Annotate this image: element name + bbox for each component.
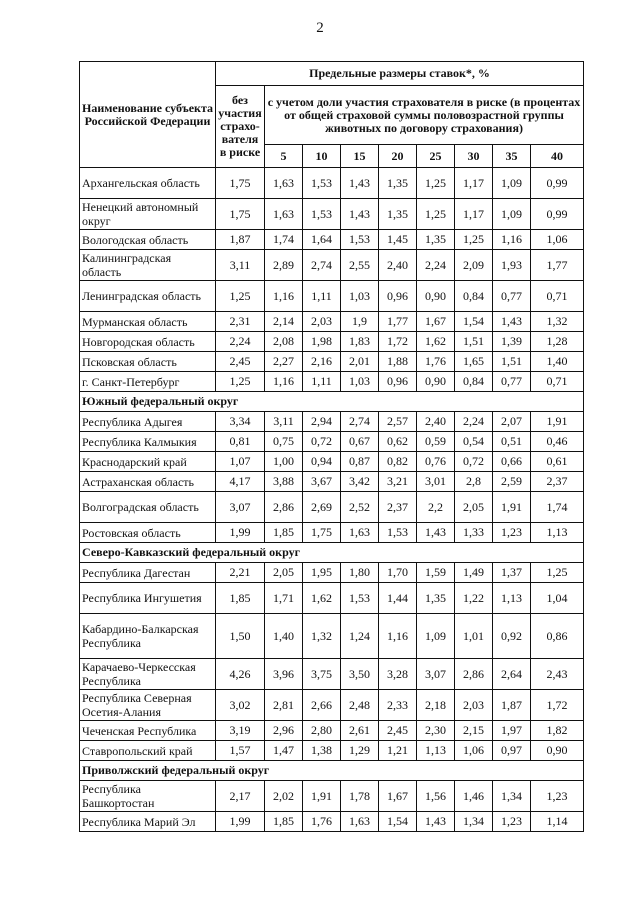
table-row xyxy=(80,199,584,230)
district-row xyxy=(80,761,584,781)
subject-name-cell: Ставропольский край xyxy=(80,741,216,761)
table-row xyxy=(80,281,584,312)
share-rate-cell: 1,03 xyxy=(341,372,379,392)
subject-name-cell: Республика Дагестан xyxy=(80,563,216,583)
share-rate-cell: 1,64 xyxy=(303,230,341,250)
share-rate-cell: 3,01 xyxy=(417,472,455,492)
share-rate-cell: 3,88 xyxy=(265,472,303,492)
share-rate-cell: 2,01 xyxy=(341,352,379,372)
share-rate-cell: 3,75 xyxy=(303,659,341,690)
share-level-header: 30 xyxy=(455,145,493,168)
share-rate-cell: 1,70 xyxy=(379,563,417,583)
table-row xyxy=(80,168,584,199)
no-share-rate-cell: 1,25 xyxy=(216,372,265,392)
share-rate-cell: 1,91 xyxy=(493,492,531,523)
table-row xyxy=(80,812,584,832)
table-row xyxy=(80,472,584,492)
share-rate-cell: 1,39 xyxy=(493,332,531,352)
table-row xyxy=(80,492,584,523)
no-share-rate-cell: 1,57 xyxy=(216,741,265,761)
share-rate-cell: 1,59 xyxy=(417,563,455,583)
share-rate-cell: 1,63 xyxy=(265,199,303,230)
share-rate-cell: 3,50 xyxy=(341,659,379,690)
share-rate-cell: 2,55 xyxy=(341,250,379,281)
no-share-rate-cell: 0,81 xyxy=(216,432,265,452)
share-rate-cell: 1,98 xyxy=(303,332,341,352)
share-rate-cell: 1,91 xyxy=(531,412,584,432)
share-rate-cell: 1,53 xyxy=(303,199,341,230)
district-heading: Южный федеральный округ xyxy=(80,392,584,412)
share-rate-cell: 0,99 xyxy=(531,199,584,230)
share-rate-cell: 2,27 xyxy=(265,352,303,372)
no-share-column-header: без участия страхо-вателя в риске xyxy=(216,86,265,168)
share-rate-cell: 1,91 xyxy=(303,781,341,812)
share-rate-cell: 1,16 xyxy=(265,372,303,392)
no-share-rate-cell: 1,25 xyxy=(216,281,265,312)
subject-name-cell: Чеченская Республика xyxy=(80,721,216,741)
share-rate-cell: 1,83 xyxy=(341,332,379,352)
share-rate-cell: 1,43 xyxy=(417,523,455,543)
share-rate-cell: 0,59 xyxy=(417,432,455,452)
share-rate-cell: 2,08 xyxy=(265,332,303,352)
share-rate-cell: 1,43 xyxy=(417,812,455,832)
share-rate-cell: 1,13 xyxy=(493,583,531,614)
district-heading: Приволжский федеральный округ xyxy=(80,761,584,781)
share-rate-cell: 1,29 xyxy=(341,741,379,761)
share-rate-cell: 2,64 xyxy=(493,659,531,690)
share-rate-cell: 2,96 xyxy=(265,721,303,741)
share-rate-cell: 3,11 xyxy=(265,412,303,432)
no-share-rate-cell: 4,17 xyxy=(216,472,265,492)
no-share-rate-cell: 2,24 xyxy=(216,332,265,352)
share-rate-cell: 1,63 xyxy=(265,168,303,199)
subject-name-cell: Архангельская область xyxy=(80,168,216,199)
share-rate-cell: 1,72 xyxy=(531,690,584,721)
share-rate-cell: 2,52 xyxy=(341,492,379,523)
share-rate-cell: 2,03 xyxy=(303,312,341,332)
share-rate-cell: 1,95 xyxy=(303,563,341,583)
share-rate-cell: 0,90 xyxy=(417,281,455,312)
share-rate-cell: 1,14 xyxy=(531,812,584,832)
share-rate-cell: 2,14 xyxy=(265,312,303,332)
share-rate-cell: 2,89 xyxy=(265,250,303,281)
table-row xyxy=(80,412,584,432)
share-rate-cell: 1,53 xyxy=(341,230,379,250)
share-rate-cell: 0,90 xyxy=(531,741,584,761)
share-rate-cell: 1,33 xyxy=(455,523,493,543)
share-level-header: 15 xyxy=(341,145,379,168)
table-row xyxy=(80,452,584,472)
subject-name-cell: Республика Северная Осетия-Алания xyxy=(80,690,216,721)
share-rate-cell: 3,07 xyxy=(417,659,455,690)
subject-name-cell: Мурманская область xyxy=(80,312,216,332)
subject-name-cell: Карачаево-Черкесская Республика xyxy=(80,659,216,690)
share-rate-cell: 1,09 xyxy=(417,614,455,659)
share-rate-cell: 1,74 xyxy=(531,492,584,523)
subject-name-cell: Астраханская область xyxy=(80,472,216,492)
no-share-rate-cell: 3,34 xyxy=(216,412,265,432)
table-row xyxy=(80,312,584,332)
share-rate-cell: 0,97 xyxy=(493,741,531,761)
share-rate-cell: 2,69 xyxy=(303,492,341,523)
share-rate-cell: 1,16 xyxy=(379,614,417,659)
share-rate-cell: 2,05 xyxy=(455,492,493,523)
share-rate-cell: 1,17 xyxy=(455,168,493,199)
no-share-rate-cell: 3,11 xyxy=(216,250,265,281)
share-rate-cell: 1,71 xyxy=(265,583,303,614)
share-rate-cell: 2,24 xyxy=(417,250,455,281)
share-rate-cell: 0,96 xyxy=(379,372,417,392)
share-rate-cell: 2,48 xyxy=(341,690,379,721)
share-rate-cell: 0,62 xyxy=(379,432,417,452)
share-rate-cell: 1,63 xyxy=(341,812,379,832)
share-rate-cell: 1,77 xyxy=(531,250,584,281)
share-rate-cell: 2,86 xyxy=(455,659,493,690)
share-rate-cell: 1,80 xyxy=(341,563,379,583)
share-rate-cell: 0,72 xyxy=(455,452,493,472)
share-rate-cell: 2,33 xyxy=(379,690,417,721)
share-rate-cell: 2,74 xyxy=(303,250,341,281)
share-rate-cell: 2,59 xyxy=(493,472,531,492)
share-rate-cell: 1,75 xyxy=(303,523,341,543)
share-rate-cell: 0,99 xyxy=(531,168,584,199)
share-rate-cell: 2,24 xyxy=(455,412,493,432)
share-rate-cell: 0,77 xyxy=(493,372,531,392)
share-rate-cell: 2,40 xyxy=(379,250,417,281)
share-rate-cell: 0,75 xyxy=(265,432,303,452)
no-share-rate-cell: 2,45 xyxy=(216,352,265,372)
share-rate-cell: 1,40 xyxy=(265,614,303,659)
share-rate-cell: 0,54 xyxy=(455,432,493,452)
share-rate-cell: 1,43 xyxy=(493,312,531,332)
subject-name-cell: Волгоградская область xyxy=(80,492,216,523)
share-rate-cell: 1,44 xyxy=(379,583,417,614)
share-rate-cell: 2,2 xyxy=(417,492,455,523)
share-rate-cell: 1,67 xyxy=(417,312,455,332)
subject-name-cell: Республика Адыгея xyxy=(80,412,216,432)
table-row xyxy=(80,250,584,281)
share-rate-cell: 2,8 xyxy=(455,472,493,492)
share-rate-cell: 1,87 xyxy=(493,690,531,721)
share-rate-cell: 1,04 xyxy=(531,583,584,614)
share-rate-cell: 1,35 xyxy=(379,199,417,230)
share-rate-cell: 1,53 xyxy=(379,523,417,543)
subject-name-cell: Ростовская область xyxy=(80,523,216,543)
share-rate-cell: 1,11 xyxy=(303,372,341,392)
share-rate-cell: 2,40 xyxy=(417,412,455,432)
share-rate-cell: 0,71 xyxy=(531,372,584,392)
share-rate-cell: 2,61 xyxy=(341,721,379,741)
share-rate-cell: 0,84 xyxy=(455,281,493,312)
share-rate-cell: 0,87 xyxy=(341,452,379,472)
subject-name-cell: Калининградская область xyxy=(80,250,216,281)
share-level-header: 25 xyxy=(417,145,455,168)
share-rate-cell: 1,54 xyxy=(379,812,417,832)
share-rate-cell: 1,45 xyxy=(379,230,417,250)
subject-column-header: Наименование субъекта Российской Федерации xyxy=(80,62,216,168)
table-row xyxy=(80,721,584,741)
share-rate-cell: 1,32 xyxy=(303,614,341,659)
share-rate-cell: 3,42 xyxy=(341,472,379,492)
share-rate-cell: 1,62 xyxy=(417,332,455,352)
no-share-rate-cell: 3,19 xyxy=(216,721,265,741)
share-rate-cell: 2,37 xyxy=(379,492,417,523)
share-rate-cell: 1,09 xyxy=(493,168,531,199)
no-share-rate-cell: 3,07 xyxy=(216,492,265,523)
share-rate-cell: 0,46 xyxy=(531,432,584,452)
share-rate-cell: 1,13 xyxy=(417,741,455,761)
share-rate-cell: 3,67 xyxy=(303,472,341,492)
share-rate-cell: 1,35 xyxy=(417,230,455,250)
table-row xyxy=(80,372,584,392)
share-rate-cell: 2,86 xyxy=(265,492,303,523)
share-rate-cell: 1,93 xyxy=(493,250,531,281)
share-rate-cell: 1,32 xyxy=(531,312,584,332)
share-rate-cell: 1,51 xyxy=(455,332,493,352)
share-rate-cell: 2,43 xyxy=(531,659,584,690)
share-rate-cell: 1,47 xyxy=(265,741,303,761)
share-rate-cell: 1,43 xyxy=(341,199,379,230)
share-rate-cell: 1,62 xyxy=(303,583,341,614)
table-row xyxy=(80,230,584,250)
share-rate-cell: 0,84 xyxy=(455,372,493,392)
share-rate-cell: 1,56 xyxy=(417,781,455,812)
no-share-rate-cell: 4,26 xyxy=(216,659,265,690)
share-rate-cell: 1,82 xyxy=(531,721,584,741)
table-body xyxy=(80,168,584,832)
share-rate-cell: 1,77 xyxy=(379,312,417,332)
no-share-rate-cell: 1,99 xyxy=(216,523,265,543)
share-rate-cell: 1,88 xyxy=(379,352,417,372)
insurance-rates-table xyxy=(79,61,584,832)
share-level-header: 35 xyxy=(493,145,531,168)
share-rate-cell: 2,05 xyxy=(265,563,303,583)
share-level-header: 40 xyxy=(531,145,584,168)
share-rate-cell: 0,90 xyxy=(417,372,455,392)
share-rate-cell: 0,86 xyxy=(531,614,584,659)
share-rate-cell: 1,85 xyxy=(265,523,303,543)
share-rate-cell: 2,18 xyxy=(417,690,455,721)
no-share-rate-cell: 1,85 xyxy=(216,583,265,614)
share-rate-cell: 2,03 xyxy=(455,690,493,721)
share-rate-cell: 1,54 xyxy=(455,312,493,332)
no-share-rate-cell: 2,17 xyxy=(216,781,265,812)
share-rate-cell: 1,40 xyxy=(531,352,584,372)
share-rate-cell: 3,96 xyxy=(265,659,303,690)
share-rate-cell: 1,65 xyxy=(455,352,493,372)
share-rate-cell: 1,25 xyxy=(417,199,455,230)
share-rate-cell: 0,61 xyxy=(531,452,584,472)
share-rate-cell: 1,34 xyxy=(455,812,493,832)
table-row xyxy=(80,332,584,352)
subject-name-cell: г. Санкт-Петербург xyxy=(80,372,216,392)
table-row xyxy=(80,690,584,721)
share-rate-cell: 0,72 xyxy=(303,432,341,452)
share-level-header: 5 xyxy=(265,145,303,168)
share-rate-cell: 2,57 xyxy=(379,412,417,432)
table-row xyxy=(80,741,584,761)
share-rate-cell: 3,28 xyxy=(379,659,417,690)
subject-name-cell: Псковская область xyxy=(80,352,216,372)
table-row xyxy=(80,583,584,614)
subject-name-cell: Краснодарский край xyxy=(80,452,216,472)
share-rate-cell: 1,76 xyxy=(417,352,455,372)
share-rate-cell: 1,28 xyxy=(531,332,584,352)
table-row xyxy=(80,563,584,583)
share-rate-cell: 2,15 xyxy=(455,721,493,741)
share-rate-cell: 1,37 xyxy=(493,563,531,583)
share-rate-cell: 1,35 xyxy=(417,583,455,614)
share-rate-cell: 1,03 xyxy=(341,281,379,312)
no-share-rate-cell: 2,31 xyxy=(216,312,265,332)
main-caption-header: Предельные размеры ставок*, % xyxy=(216,62,584,86)
subject-name-cell: Республика Ингушетия xyxy=(80,583,216,614)
no-share-rate-cell: 1,87 xyxy=(216,230,265,250)
share-rate-cell: 2,66 xyxy=(303,690,341,721)
share-rate-cell: 2,37 xyxy=(531,472,584,492)
share-rate-cell: 1,25 xyxy=(531,563,584,583)
no-share-rate-cell: 2,21 xyxy=(216,563,265,583)
no-share-rate-cell: 1,99 xyxy=(216,812,265,832)
share-rate-cell: 1,06 xyxy=(455,741,493,761)
share-rate-cell: 2,09 xyxy=(455,250,493,281)
share-rate-cell: 0,76 xyxy=(417,452,455,472)
table-row xyxy=(80,523,584,543)
share-rate-cell: 1,23 xyxy=(493,812,531,832)
share-rate-cell: 0,94 xyxy=(303,452,341,472)
share-rate-cell: 1,76 xyxy=(303,812,341,832)
share-rate-cell: 1,53 xyxy=(341,583,379,614)
share-rate-cell: 1,01 xyxy=(455,614,493,659)
share-rate-cell: 2,02 xyxy=(265,781,303,812)
share-rate-cell: 1,13 xyxy=(531,523,584,543)
share-rate-cell: 1,23 xyxy=(531,781,584,812)
district-row xyxy=(80,392,584,412)
share-rate-cell: 0,77 xyxy=(493,281,531,312)
subject-name-cell: Новгородская область xyxy=(80,332,216,352)
share-rate-cell: 1,25 xyxy=(455,230,493,250)
share-rate-cell: 1,16 xyxy=(265,281,303,312)
share-rate-cell: 2,94 xyxy=(303,412,341,432)
share-rate-cell: 0,92 xyxy=(493,614,531,659)
share-rate-cell: 1,00 xyxy=(265,452,303,472)
table-header xyxy=(80,62,584,168)
share-caption-header: с учетом доли участия страхователя в риске (в процентах от общей страховой суммы половозрастной группы животных по договору страхования) xyxy=(265,86,584,145)
district-heading: Северо-Кавказский федеральный округ xyxy=(80,543,584,563)
share-rate-cell: 1,38 xyxy=(303,741,341,761)
share-rate-cell: 1,25 xyxy=(417,168,455,199)
district-row xyxy=(80,543,584,563)
share-level-header: 20 xyxy=(379,145,417,168)
share-rate-cell: 1,21 xyxy=(379,741,417,761)
no-share-rate-cell: 3,02 xyxy=(216,690,265,721)
share-rate-cell: 2,80 xyxy=(303,721,341,741)
share-level-header: 10 xyxy=(303,145,341,168)
share-rate-cell: 1,24 xyxy=(341,614,379,659)
share-rate-cell: 1,97 xyxy=(493,721,531,741)
table-row xyxy=(80,659,584,690)
share-rate-cell: 2,74 xyxy=(341,412,379,432)
share-rate-cell: 3,21 xyxy=(379,472,417,492)
table-row xyxy=(80,352,584,372)
subject-name-cell: Республика Калмыкия xyxy=(80,432,216,452)
share-rate-cell: 1,51 xyxy=(493,352,531,372)
share-rate-cell: 1,43 xyxy=(341,168,379,199)
subject-name-cell: Республика Марий Эл xyxy=(80,812,216,832)
share-rate-cell: 0,66 xyxy=(493,452,531,472)
share-rate-cell: 2,16 xyxy=(303,352,341,372)
share-rate-cell: 1,53 xyxy=(303,168,341,199)
share-rate-cell: 1,23 xyxy=(493,523,531,543)
share-rate-cell: 1,78 xyxy=(341,781,379,812)
share-rate-cell: 1,11 xyxy=(303,281,341,312)
share-rate-cell: 1,49 xyxy=(455,563,493,583)
share-rate-cell: 1,63 xyxy=(341,523,379,543)
share-rate-cell: 2,07 xyxy=(493,412,531,432)
page-number: 2 xyxy=(316,20,324,36)
share-rate-cell: 0,51 xyxy=(493,432,531,452)
table-row xyxy=(80,781,584,812)
table-row xyxy=(80,614,584,659)
share-rate-cell: 1,35 xyxy=(379,168,417,199)
share-rate-cell: 2,30 xyxy=(417,721,455,741)
share-rate-cell: 1,85 xyxy=(265,812,303,832)
subject-name-cell: Кабардино-Балкарская Республика xyxy=(80,614,216,659)
share-rate-cell: 2,45 xyxy=(379,721,417,741)
share-rate-cell: 1,16 xyxy=(493,230,531,250)
share-rate-cell: 0,67 xyxy=(341,432,379,452)
share-rate-cell: 1,09 xyxy=(493,199,531,230)
share-rate-cell: 1,67 xyxy=(379,781,417,812)
no-share-rate-cell: 1,07 xyxy=(216,452,265,472)
subject-name-cell: Ленинградская область xyxy=(80,281,216,312)
share-rate-cell: 1,72 xyxy=(379,332,417,352)
subject-name-cell: Ненецкий автономный округ xyxy=(80,199,216,230)
share-rate-cell: 1,9 xyxy=(341,312,379,332)
share-rate-cell: 1,06 xyxy=(531,230,584,250)
share-rate-cell: 1,17 xyxy=(455,199,493,230)
subject-name-cell: Вологодская область xyxy=(80,230,216,250)
share-rate-cell: 0,71 xyxy=(531,281,584,312)
share-rate-cell: 0,96 xyxy=(379,281,417,312)
share-rate-cell: 0,82 xyxy=(379,452,417,472)
no-share-rate-cell: 1,75 xyxy=(216,199,265,230)
share-rate-cell: 1,74 xyxy=(265,230,303,250)
no-share-rate-cell: 1,75 xyxy=(216,168,265,199)
share-rate-cell: 2,81 xyxy=(265,690,303,721)
share-rate-cell: 1,46 xyxy=(455,781,493,812)
no-share-rate-cell: 1,50 xyxy=(216,614,265,659)
table-row xyxy=(80,432,584,452)
share-rate-cell: 1,22 xyxy=(455,583,493,614)
share-rate-cell: 1,34 xyxy=(493,781,531,812)
subject-name-cell: Республика Башкортостан xyxy=(80,781,216,812)
